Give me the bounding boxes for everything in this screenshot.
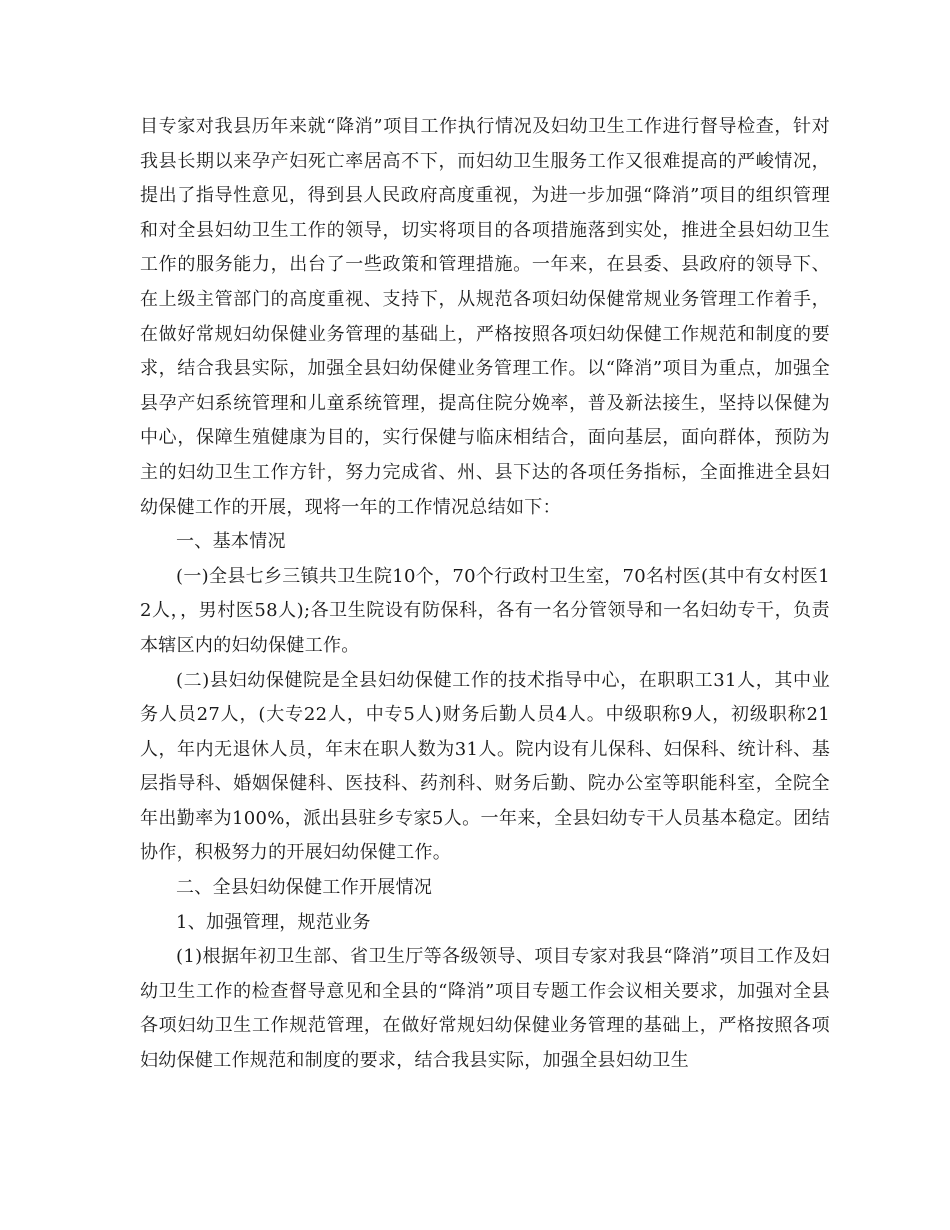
paragraph-management-item-1: (1)根据年初卫生部、省卫生厅等各级领导、项目专家对我县“降消”项目工作及妇幼卫生工作的检查督导意见和全县的“降消”项目专题工作会议相关要求，加强对全县各项妇幼卫生工作规范管理，在做好常规妇幼保健业务管理的基础上，严格按照各项妇幼保健工作规范和制度的要求，结合我县实际，加强全县妇幼卫生 [140,946,830,1072]
section-heading-basic-situation: 一、基本情况 [176,531,286,553]
paragraph-maternal-child-hospital: (二)县妇幼保健院是全县妇幼保健工作的技术指导中心，在职职工31人，其中业务人员27人，(大专22人，中专5人)财务后勤人员4人。中级职称9人，初级职称21人，年内无退休人员，年末在职人数为31人。院内设有儿保科、妇保科、统计科、基层指导科、婚姻保健科、医技科、药剂科、财务后勤、院办公室等职能科室，全院全年出勤率为100%，派出县驻乡专家5人。一年来，全县妇幼专干人员基本稳定。团结协作，积极努力的开展妇幼保健工作。 [140,669,830,864]
subsection-heading-management: 1、加强管理，规范业务 [176,911,371,933]
paragraph-intro: 目专家对我县历年来就“降消”项目工作执行情况及妇幼卫生工作进行督导检查，针对我县长期以来孕产妇死亡率居高不下，而妇幼卫生服务工作又很难提高的严峻情况，提出了指导性意见，得到县人民政府高度重视，为进一步加强“降消”项目的组织管理和对全县妇幼卫生工作的领导，切实将项目的各项措施落到实处，推进全县妇幼卫生工作的服务能力，出台了一些政策和管理措施。一年来，在县委、县政府的领导下、在上级主管部门的高度重视、支持下，从规范各项妇幼保健常规业务管理工作着手，在做好常规妇幼保健业务管理的基础上，严格按照各项妇幼保健工作规范和制度的要求，结合我县实际，加强全县妇幼保健业务管理工作。以“降消”项目为重点，加强全县孕产妇系统管理和儿童系统管理，提高住院分娩率，普及新法接生，坚持以保健为中心，保障生殖健康为目的，实行保健与临床相结合，面向基层，面向群体，预防为主的妇幼卫生工作方针，努力完成省、州、县下达的各项任务指标，全面推进全县妇幼保健工作的开展，现将一年的工作情况总结如下： [140,116,830,518]
document-body [140,110,830,1079]
section-heading-work-progress: 二、全县妇幼保健工作开展情况 [176,877,433,899]
paragraph-township-clinics: (一)全县七乡三镇共卫生院10个，70个行政村卫生室，70名村医(其中有女村医12人，，男村医58人);各卫生院设有防保科，各有一名分管领导和一名妇幼专干，负责本辖区内的妇幼保健工作。 [140,565,830,656]
